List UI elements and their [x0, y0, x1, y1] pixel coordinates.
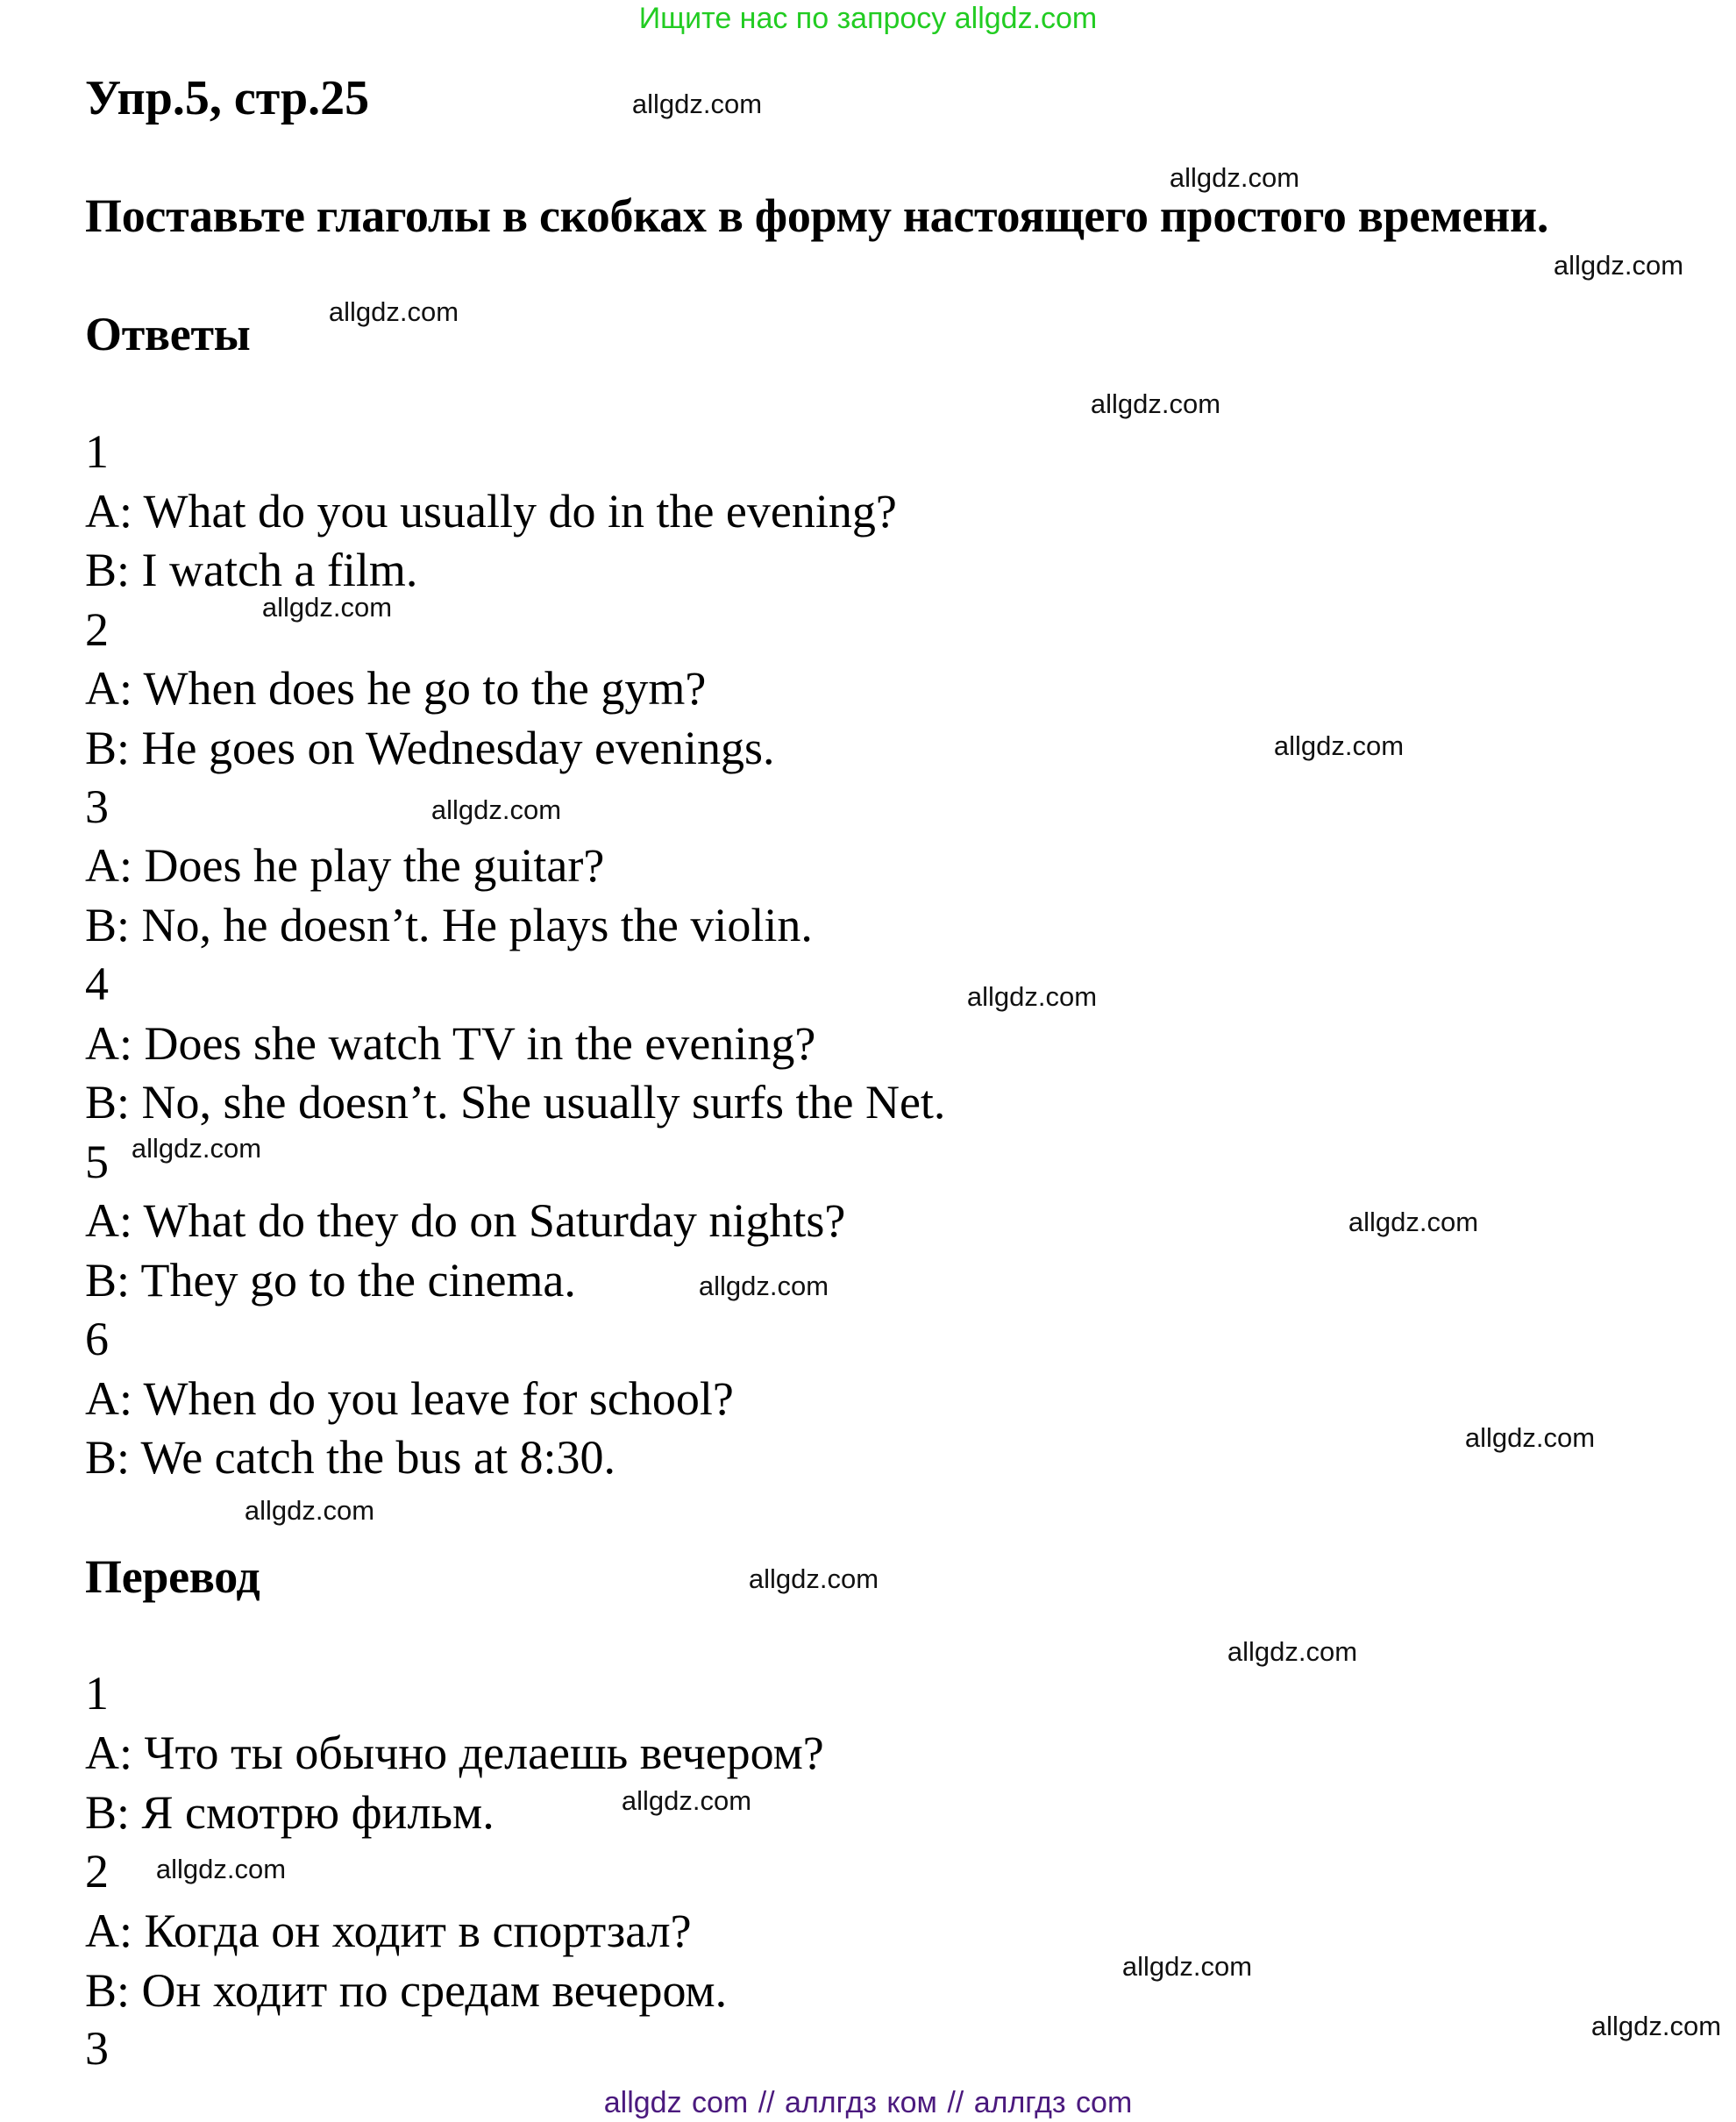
watermark: allgdz.com	[328, 296, 459, 327]
watermark: allgdz.com	[261, 592, 393, 623]
answer-number: 6	[85, 1313, 109, 1365]
watermark: allgdz.com	[698, 1271, 829, 1301]
translation-line-a: A: Что ты обычно делаешь вечером?	[85, 1727, 824, 1779]
answer-line-a: A: When does he go to the gym?	[85, 662, 707, 715]
exercise-instruction: Поставьте глаголы в скобках в форму настоящего простого времени.	[85, 189, 1549, 242]
answer-line-b: B: No, he doesn’t. He plays the violin.	[85, 899, 813, 951]
watermark: allgdz.com	[1090, 388, 1221, 419]
answer-line-a: A: What do you usually do in the evening?	[85, 485, 897, 538]
answer-line-b: B: He goes on Wednesday evenings.	[85, 722, 775, 774]
answer-line-a: A: When do you leave for school?	[85, 1372, 734, 1425]
watermark: allgdz.com	[631, 89, 763, 119]
answer-number: 5	[85, 1136, 109, 1188]
translation-number: 3	[85, 2022, 109, 2075]
watermark: allgdz.com	[1348, 1207, 1479, 1237]
watermark: allgdz.com	[155, 1854, 287, 1884]
translation-line-a: A: Когда он ходит в спортзал?	[85, 1905, 692, 1957]
exercise-title: Упр.5, стр.25	[85, 71, 370, 125]
watermark: allgdz.com	[748, 1563, 879, 1594]
translation-number: 2	[85, 1845, 109, 1898]
answer-line-a: A: Does she watch TV in the evening?	[85, 1017, 816, 1070]
answer-line-b: B: We catch the bus at 8:30.	[85, 1431, 616, 1484]
watermark: allgdz.com	[1169, 162, 1300, 193]
answer-line-a: A: What do they do on Saturday nights?	[85, 1194, 846, 1247]
watermark: allgdz.com	[430, 794, 562, 825]
watermark: allgdz.com	[1227, 1636, 1358, 1667]
translation-line-b: B: Я смотрю фильм.	[85, 1786, 494, 1839]
answer-line-b: B: I watch a film.	[85, 544, 418, 596]
search-banner: Ищите нас по запросу allgdz.com	[638, 2, 1098, 35]
watermark: allgdz.com	[131, 1133, 262, 1164]
watermark: allgdz.com	[1273, 730, 1405, 761]
watermark: allgdz.com	[1464, 1422, 1596, 1453]
translation-line-b: B: Он ходит по средам вечером.	[85, 1964, 728, 2017]
footer-watermark: allgdz com // аллгдз ком // аллгдз com	[603, 2086, 1133, 2119]
answer-number: 4	[85, 958, 109, 1010]
translation-number: 1	[85, 1667, 109, 1720]
watermark: allgdz.com	[1121, 1951, 1253, 1982]
translation-heading: Перевод	[85, 1550, 260, 1603]
answers-heading: Ответы	[85, 308, 251, 360]
answer-number: 2	[85, 603, 109, 656]
answer-number: 3	[85, 780, 109, 833]
answer-line-a: A: Does he play the guitar?	[85, 839, 605, 892]
answer-line-b: B: No, she doesn’t. She usually surfs the Net.	[85, 1076, 946, 1129]
answer-line-b: B: They go to the cinema.	[85, 1254, 576, 1307]
watermark: allgdz.com	[1553, 250, 1684, 281]
watermark: allgdz.com	[244, 1495, 375, 1526]
watermark: allgdz.com	[621, 1785, 752, 1816]
answer-number: 1	[85, 425, 109, 478]
watermark: allgdz.com	[1590, 2011, 1722, 2041]
watermark: allgdz.com	[966, 981, 1098, 1012]
